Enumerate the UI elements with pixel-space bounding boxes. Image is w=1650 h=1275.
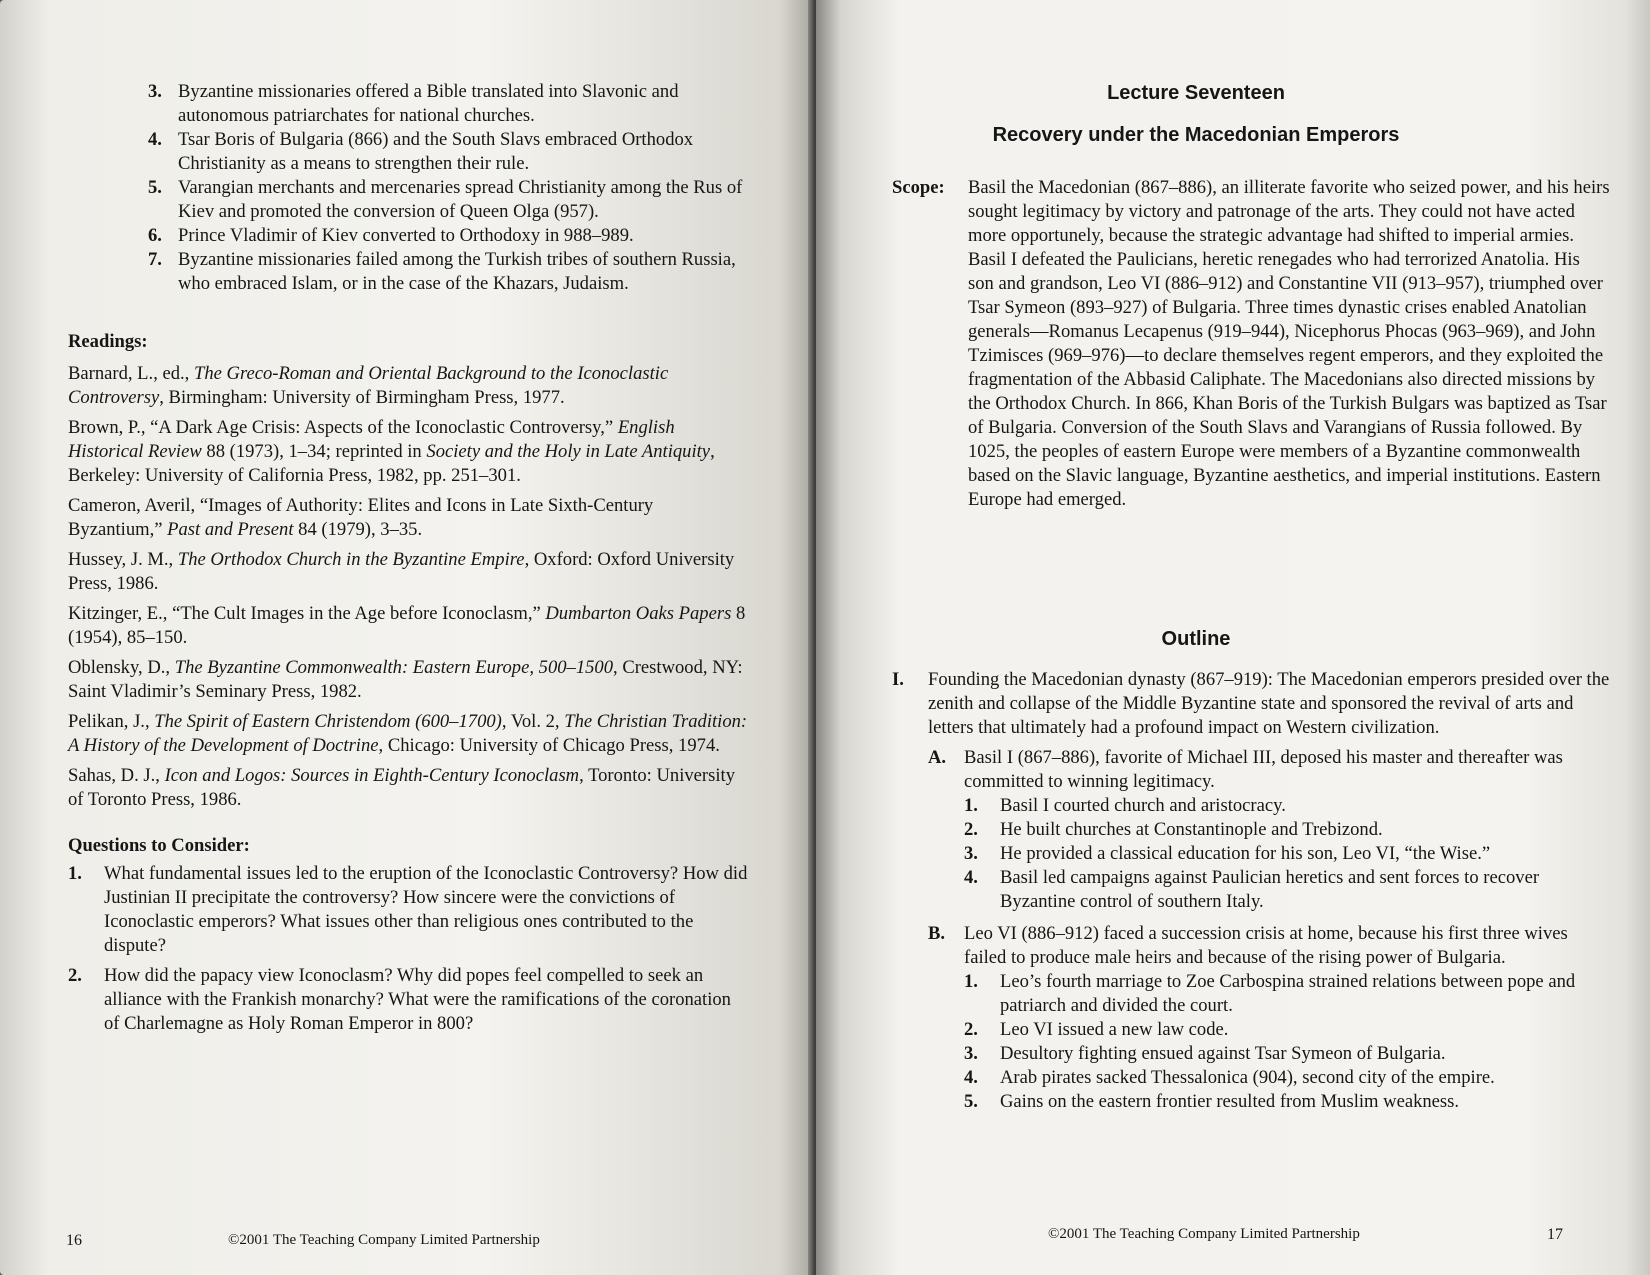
outline-item-number: 3. — [964, 1043, 978, 1064]
outline-item-text: Desultory fighting ensued against Tsar Symeon of Bulgaria. — [1000, 1043, 1446, 1064]
reading-title: The Greco-Roman and Oriental Background to the Iconoclastic Controversy — [68, 363, 669, 408]
list-item — [68, 176, 748, 224]
outline-item — [892, 1042, 1610, 1066]
reading-text: , Vol. 2, — [501, 711, 565, 732]
list-item-number: 6. — [148, 225, 162, 246]
outline-item-number: 5. — [964, 1091, 978, 1112]
subsection-letter: A. — [928, 747, 947, 768]
outline-numeral: I. — [892, 669, 904, 690]
readings-list — [68, 362, 748, 812]
scope-label: Scope: — [892, 177, 945, 198]
outline-item-text: Basil I courted church and aristocracy. — [1000, 795, 1286, 816]
outline-item — [892, 970, 1610, 1018]
reading-title: Society and the Holy in Late Antiquity — [426, 441, 711, 462]
reading-text: Oblensky, D., — [68, 657, 175, 678]
questions-heading: Questions to Consider: — [68, 835, 250, 856]
subsection-text: Basil I (867–886), favorite of Michael III, deposed his master and thereafter was committed to winning legitimacy. — [964, 747, 1563, 792]
subsection-text: Leo VI (886–912) faced a succession crisis at home, because his first three wives failed to produce male heirs and because of the rising power of Bulgaria. — [964, 923, 1568, 968]
reading-text: , Toronto: University of Toronto Press, 1986. — [68, 765, 735, 810]
outline-item-number: 1. — [964, 971, 978, 992]
reading-text: 84 (1979), 3–35. — [293, 519, 423, 540]
reading-title: The Christian Tradition: A History of the Development of Doctrine — [68, 711, 748, 756]
outline-item-number: 4. — [964, 867, 978, 888]
scope-text: Basil the Macedonian (867–886), an illiterate favorite who seized power, and his heirs sought legitimacy by victory and patronage of the arts. They could not have acted more opportunely, because the strategic advantage had shifted to imperial armies. Basil I defeated the Paulicians, heretic renegades who had terrorized Anatolia. His son and grandson, Leo VI (886–912) and Constantine VII (913–957), triumphed over Tsar Symeon (893–927) of Bulgaria. Three times dynastic crises enabled Anatolian generals—Romanus Lecapenus (919–944), Nicephorus Phocas (963–969), and John Tzimisces (969–976)—to declare themselves regent emperors, and they exploited the fragmentation of the Abbasid Caliphate. The Macedonians also directed missions by the Orthodox Church. In 866, Khan Boris of the Turkish Bulgars was baptized as Tsar of Bulgaria. Conversion of the South Slavs and Varangians of Russia followed. By 1025, the peoples of eastern Europe were members of a Byzantine commonwealth based on the Slavic language, Byzantine aesthetics, and imperial institutions. Eastern Europe had emerged. — [968, 177, 1610, 510]
lecture-subtitle: Recovery under the Macedonian Emperors — [992, 124, 1400, 146]
reading-entry — [68, 764, 748, 812]
reading-entry — [68, 656, 748, 704]
reading-text: , Chicago: University of Chicago Press, 1974. — [378, 735, 720, 756]
question-number: 2. — [68, 965, 82, 986]
reading-title: The Orthodox Church in the Byzantine Empire — [177, 549, 525, 570]
outline-item-text: Gains on the eastern frontier resulted from Muslim weakness. — [1000, 1091, 1460, 1112]
subsection-letter: B. — [928, 923, 946, 944]
reading-text: Brown, P., “A Dark Age Crisis: Aspects of the Iconoclastic Controversy,” — [68, 417, 618, 438]
outline-item-number: 3. — [964, 843, 978, 864]
reading-title: English Historical Review — [68, 417, 675, 462]
readings-heading: Readings: — [68, 331, 148, 352]
right-page — [816, 0, 1650, 1275]
reading-title: The Byzantine Commonwealth: Eastern Europe, 500–1500 — [174, 657, 614, 678]
question-number: 1. — [68, 863, 82, 884]
outline-item — [892, 794, 1610, 818]
outline-text: Founding the Macedonian dynasty (867–919): The Macedonian emperors presided over the zenith and collapse of the Middle Byzantine state and sponsored the revival of arts and letters that ultimately had a profound impact on Western civilization. — [928, 669, 1610, 738]
reading-text: , Birmingham: University of Birmingham Press, 1977. — [159, 387, 565, 408]
page-number-left: 16 — [66, 1232, 82, 1249]
list-item — [68, 224, 748, 248]
left-page — [0, 0, 812, 1275]
reading-title: The Spirit of Eastern Christendom (600–1700) — [154, 711, 502, 732]
question-text: What fundamental issues led to the eruption of the Iconoclastic Controversy? How did Justinian II precipitate the controversy? How sincere were the convictions of Iconoclastic emperors? What issues other than religious ones contributed to the dispute? — [104, 863, 748, 956]
reading-text: Barnard, L., ed., — [68, 363, 194, 384]
outline-subsection-A — [892, 746, 1610, 794]
outline-heading: Outline — [1161, 628, 1231, 650]
outline-item-text: Arab pirates sacked Thessalonica (904), second city of the empire. — [1000, 1067, 1495, 1088]
reading-text: Kitzinger, E., “The Cult Images in the Age before Iconoclasm,” — [68, 603, 546, 624]
questions-list — [68, 862, 748, 1036]
reading-title: Icon and Logos: Sources in Eighth-Century Iconoclasm — [164, 765, 580, 786]
reading-text: 88 (1973), 1–34; reprinted in — [201, 441, 427, 462]
list-item-text: Prince Vladimir of Kiev converted to Orthodoxy in 988–989. — [178, 225, 634, 246]
question-item — [68, 964, 748, 1036]
outline-item — [892, 1090, 1610, 1114]
list-item — [68, 248, 748, 296]
outline-item — [892, 1066, 1610, 1090]
outline — [892, 668, 1610, 1114]
outline-item-text: He built churches at Constantinople and Trebizond. — [1000, 819, 1383, 840]
list-item-text: Byzantine missionaries offered a Bible translated into Slavonic and autonomous patriarchates for national churches. — [178, 81, 679, 126]
outline-item-text: He provided a classical education for his son, Leo VI, “the Wise.” — [1000, 843, 1491, 864]
footer-left: ©2001 The Teaching Company Limited Partnership — [228, 1232, 540, 1248]
list-item — [68, 80, 748, 128]
outline-item — [892, 1018, 1610, 1042]
list-item-number: 3. — [148, 81, 162, 102]
question-text: How did the papacy view Iconoclasm? Why did popes feel compelled to seek an alliance with the Frankish monarchy? What were the ramifications of the coronation of Charlemagne as Holy Roman Emperor in 800? — [104, 965, 731, 1034]
reading-text: Hussey, J. M., — [68, 549, 178, 570]
outline-section-I — [892, 668, 1610, 740]
list-item-text: Tsar Boris of Bulgaria (866) and the South Slavs embraced Orthodox Christianity as a means to strengthen their rule. — [178, 129, 694, 174]
outline-item-number: 1. — [964, 795, 978, 816]
reading-text: Pelikan, J., — [68, 711, 155, 732]
list-item-number: 5. — [148, 177, 162, 198]
page-number-right: 17 — [1547, 1226, 1563, 1243]
list-item — [68, 128, 748, 176]
outline-subsection-B — [892, 922, 1610, 970]
outline-item — [892, 866, 1610, 914]
outline-item-number: 2. — [964, 1019, 978, 1040]
outline-item-text: Basil led campaigns against Paulician heretics and sent forces to recover Byzantine control of southern Italy. — [1000, 867, 1540, 912]
reading-entry — [68, 602, 748, 650]
reading-entry — [68, 710, 748, 758]
outline-item-number: 4. — [964, 1067, 978, 1088]
reading-entry — [68, 548, 748, 596]
reading-title: Dumbarton Oaks Papers — [545, 603, 732, 624]
list-items — [68, 80, 748, 296]
reading-title: Past and Present — [167, 519, 294, 540]
outline-item — [892, 842, 1610, 866]
reading-text: , Berkeley: University of California Press, 1982, pp. 251–301. — [68, 441, 715, 486]
reading-text: , Crestwood, NY: Saint Vladimir’s Seminary Press, 1982. — [68, 657, 743, 702]
reading-text: Sahas, D. J., — [68, 765, 165, 786]
footer-right: ©2001 The Teaching Company Limited Partnership — [1048, 1226, 1360, 1242]
reading-text: , Oxford: Oxford University Press, 1986. — [68, 549, 735, 594]
list-item-text: Byzantine missionaries failed among the Turkish tribes of southern Russia, who embraced Islam, or in the case of the Khazars, Judaism. — [178, 249, 736, 294]
list-item-number: 4. — [148, 129, 162, 150]
question-item — [68, 862, 748, 958]
scope-block — [892, 176, 1610, 512]
reading-text: Cameron, Averil, “Images of Authority: Elites and Icons in Late Sixth-Century Byzantium,” — [68, 495, 654, 540]
outline-item-text: Leo’s fourth marriage to Zoe Carbospina strained relations between pope and patriarch and divided the court. — [1000, 971, 1576, 1016]
reading-entry — [68, 362, 748, 410]
lecture-title: Lecture Seventeen — [1107, 82, 1285, 104]
reading-text: 8 (1954), 85–150. — [68, 603, 746, 648]
outline-item-text: Leo VI issued a new law code. — [1000, 1019, 1229, 1040]
list-item-number: 7. — [148, 249, 162, 270]
reading-entry — [68, 416, 748, 488]
outline-item-number: 2. — [964, 819, 978, 840]
outline-item — [892, 818, 1610, 842]
list-item-text: Varangian merchants and mercenaries spread Christianity among the Rus of Kiev and promoted the conversion of Queen Olga (957). — [178, 177, 743, 222]
reading-entry — [68, 494, 748, 542]
